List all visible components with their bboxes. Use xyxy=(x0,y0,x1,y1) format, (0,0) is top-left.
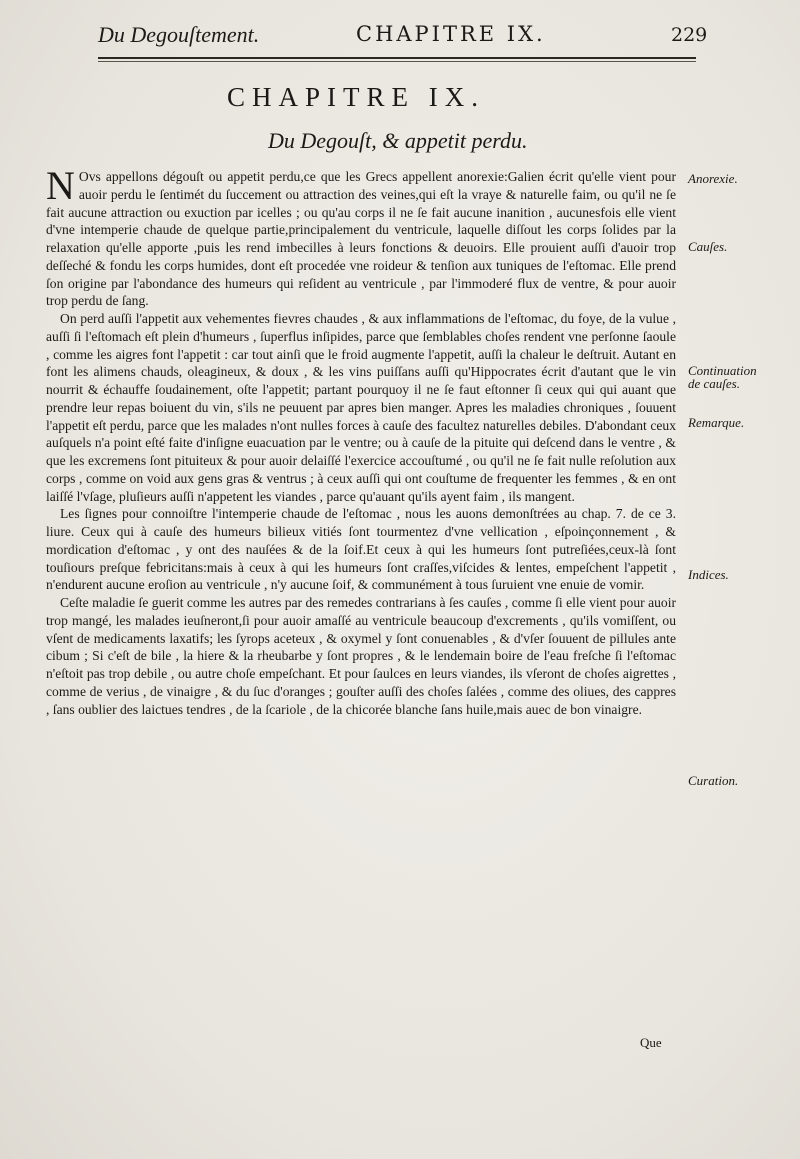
running-head-chapter: CHAPITRE IX. xyxy=(356,22,546,46)
paragraph-2: On perd auſſi l'appetit aux vehementes fievres chaudes , & aux inflammations de l'eſtomac, du foye, de la vulue , auſſi ſi l'eſtomach eſt plein d'humeurs , ſuperflus inſipides, parce que ſemblables choſes rendent vne perſonne ſaoule , comme les aigres font l'appetit : car tout ainſi que le froid augmente l'appetit, auſſi la chaleur le deſtruit. Autant en font les alimens chauds, oleagineux, & doux , & les vins puiſſans auſſi qu'Hippocrates écrit d'autant que le vin nourrit & échauffe ſoudainement, oſte l'appetit; partant pourquoy il ne ſe faut eſtonner ſi ceux qui qui auant que prendre leur repas boiuent du vin, s'ils ne peuuent par apres bien manger. Apres les maladies chroniques , ſouuent l'appetit eſt perdu, parce que les malades n'ont nulles forces à cauſe des facultez naturelles debiles. D'abondant ceux auſquels n'a point eſté faite d'inſigne euacuation par le ventre; ou à cauſe de la pituite qui deſcend dans le ventre , & que les excremens ſont pituiteux & pour auoir delaiſſé l'exercice accouſtumé , ou qu'il ne ſe fait nulle reſolution aux corps , comme on void aux gens gras & ventrus ; à ceux auſſi qui ont couſtume de frequenter les femmes , & en ont laiſſé l'vſage, pluſieurs auſſi n'appetent les viandes , parce qu'auant qu'ils ayent faim , ils mangent. xyxy=(46,311,676,504)
header-rule xyxy=(98,57,696,59)
paragraph-1 xyxy=(46,163,676,310)
page-number: 229 xyxy=(671,24,708,46)
margin-note-remarque: Remarque. xyxy=(688,415,745,430)
drop-cap: N xyxy=(46,163,75,208)
chapter-heading: CHAPITRE IX. xyxy=(227,82,485,112)
paragraph-4: Ceſte maladie ſe guerit comme les autres par des remedes contrarians à ſes cauſes , comme ſi elle vient pour auoir trop mangé, les malades ieuſneront,ſi pour auoir amaſſé au ventricule beaucoup d'excrements , qu'ils vomiſſent, ou vſent de medicaments laxatifs; les ſyrops aceteux , & oxymel y ſont conuenables , & d'vſer ſouuent de pillules ante cibum ; Si c'eſt de bile , la hiere & la rheubarbe y ſont propres , & le lendemain boire de l'eau freſche ſi l'eſtomac n'eſtoit pas trop debile , ou autre choſe empeſchant. Et pour ſaulces en leurs viandes, ils vſeront de choſes aigrettes , comme de verius , de vinaigre , & du ſuc d'oranges ; gouſter auſſi des choſes ſalées , comme des oliues, des cappres , ſans oublier des laictues tendres , de la ſcariole , de la chicorée blanche ſans huile,mais auec de bon vinaigre. xyxy=(46,595,676,717)
margin-note-curation: Curation. xyxy=(688,773,739,788)
margin-note-causes: Cauſes. xyxy=(688,239,728,254)
catchword: Que xyxy=(640,1035,662,1050)
margin-note-anorexie: Anorexie. xyxy=(688,171,738,186)
header-rule-thin xyxy=(98,61,696,62)
margin-note-indices: Indices. xyxy=(688,567,729,582)
paragraph-3: Les ſignes pour connoiſtre l'intemperie chaude de l'eſtomac , nous les auons demonſtrées au chap. 7. de ce 3. liure. Ceux qui à cauſe des humeurs bilieux vitiés ſont tourmentez d'vne vellication , eſpoinçonnement , & mordication d'eſtomac , y ont des nauſées & de la ſoif.Et ceux à qui les humeurs ſont putreſiées,ceux-là ſont touſiours preſque febricitans:mais à ceux à qui les humeurs ſont craſſes,viſcides & lentes, empeſchent l'appetit , n'endurent aucune eroſion au ventricule , n'y aucune ſoif, & communément à tous ſuruient vne enuie de vomir. xyxy=(46,506,676,593)
paragraph-1-text: Ovs appellons dégouſt ou appetit perdu,ce que les Grecs appellent anorexie:Galien écrit qu'elle vient pour auoir perdu le ſentimét du ſuccement ou attraction des veines,qui eſt la vraye & naturelle faim, ou qu'il ne ſe fait aucune attraction ou exuction par icelles ; ou qu'au corps il ne ſe fait aucune inanition , aucunesfois elle vient d'vne intemperie chaude de quelque partie,principalement du ventricule, laquelle diſſout les corps ſolides par la relaxation qu'elle apporte ,puis les rend imbecilles à leurs fonctions & deuoirs. Elle prouient auſſi d'auoir trop deſſeché & fondu les corps humides, dont eſt procedée vne roideur & tenſion aux tuniques de l'eſtomac. Elle prend ſon origine par l'abondance des humeurs qui reſident au ventricule , par l'immoderé flux de ventre, & pour auoir trop perdu de ſang. xyxy=(46,169,676,309)
body-text xyxy=(46,163,676,718)
chapter-subtitle: Du Degouſt, & appetit perdu. xyxy=(268,128,528,153)
running-head-title: Du Degouſtement. xyxy=(98,22,260,47)
margin-note-continuation: Continuation de cauſes. xyxy=(688,363,757,391)
running-head xyxy=(98,22,708,52)
